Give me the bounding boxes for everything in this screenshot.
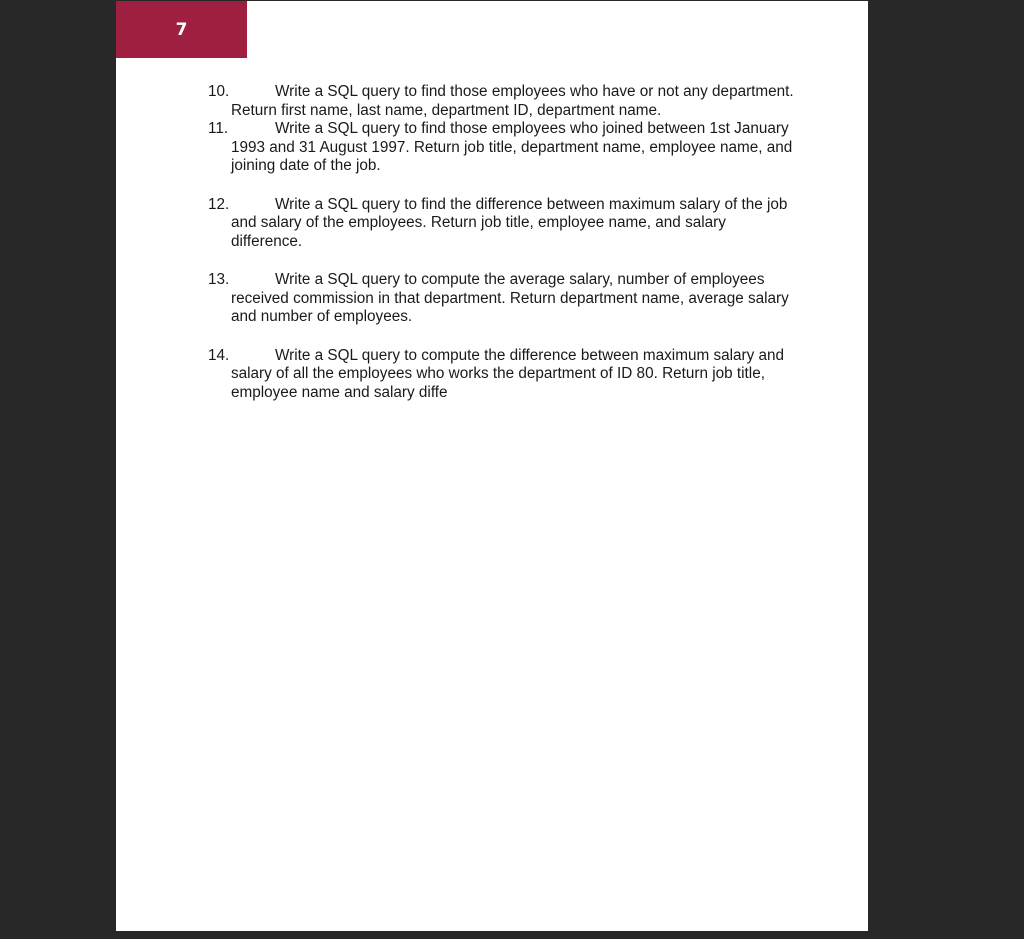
question-text: Write a SQL query to find the difference between maximum salary of the job and salary of the employees. Return job title, employee name, and salary difference. — [231, 195, 788, 250]
question-number: 13. — [208, 271, 230, 288]
question-text: Write a SQL query to compute the average salary, number of employees received commission in that department. Return department name, average salary and number of employees. — [231, 271, 789, 325]
question-text: Write a SQL query to find those employees who have or not any department. Return first name, last name, department ID, department name. — [231, 83, 794, 119]
question-text: Write a SQL query to compute the difference between maximum salary and salary of all the employees who works the department of ID 80. Return job title, employee name and salary diffe — [231, 346, 785, 401]
question-number: 10. — [208, 83, 230, 100]
question-item-12 — [208, 196, 798, 252]
question-list — [208, 83, 798, 402]
document-page — [116, 1, 868, 931]
question-item-13 — [208, 271, 798, 327]
page-number: 7 — [175, 19, 188, 40]
question-number: 14. — [208, 346, 230, 364]
question-item-10 — [208, 83, 798, 120]
question-item-14 — [208, 347, 798, 403]
question-text: Write a SQL query to find those employees who joined between 1st January 1993 and 31 August 1997. Return job title, department name, employee name, and joining date of the job. — [231, 120, 793, 174]
page-number-tab — [116, 1, 247, 58]
question-item-11 — [208, 120, 798, 176]
question-number: 11. — [208, 120, 229, 137]
question-number: 12. — [208, 195, 230, 213]
